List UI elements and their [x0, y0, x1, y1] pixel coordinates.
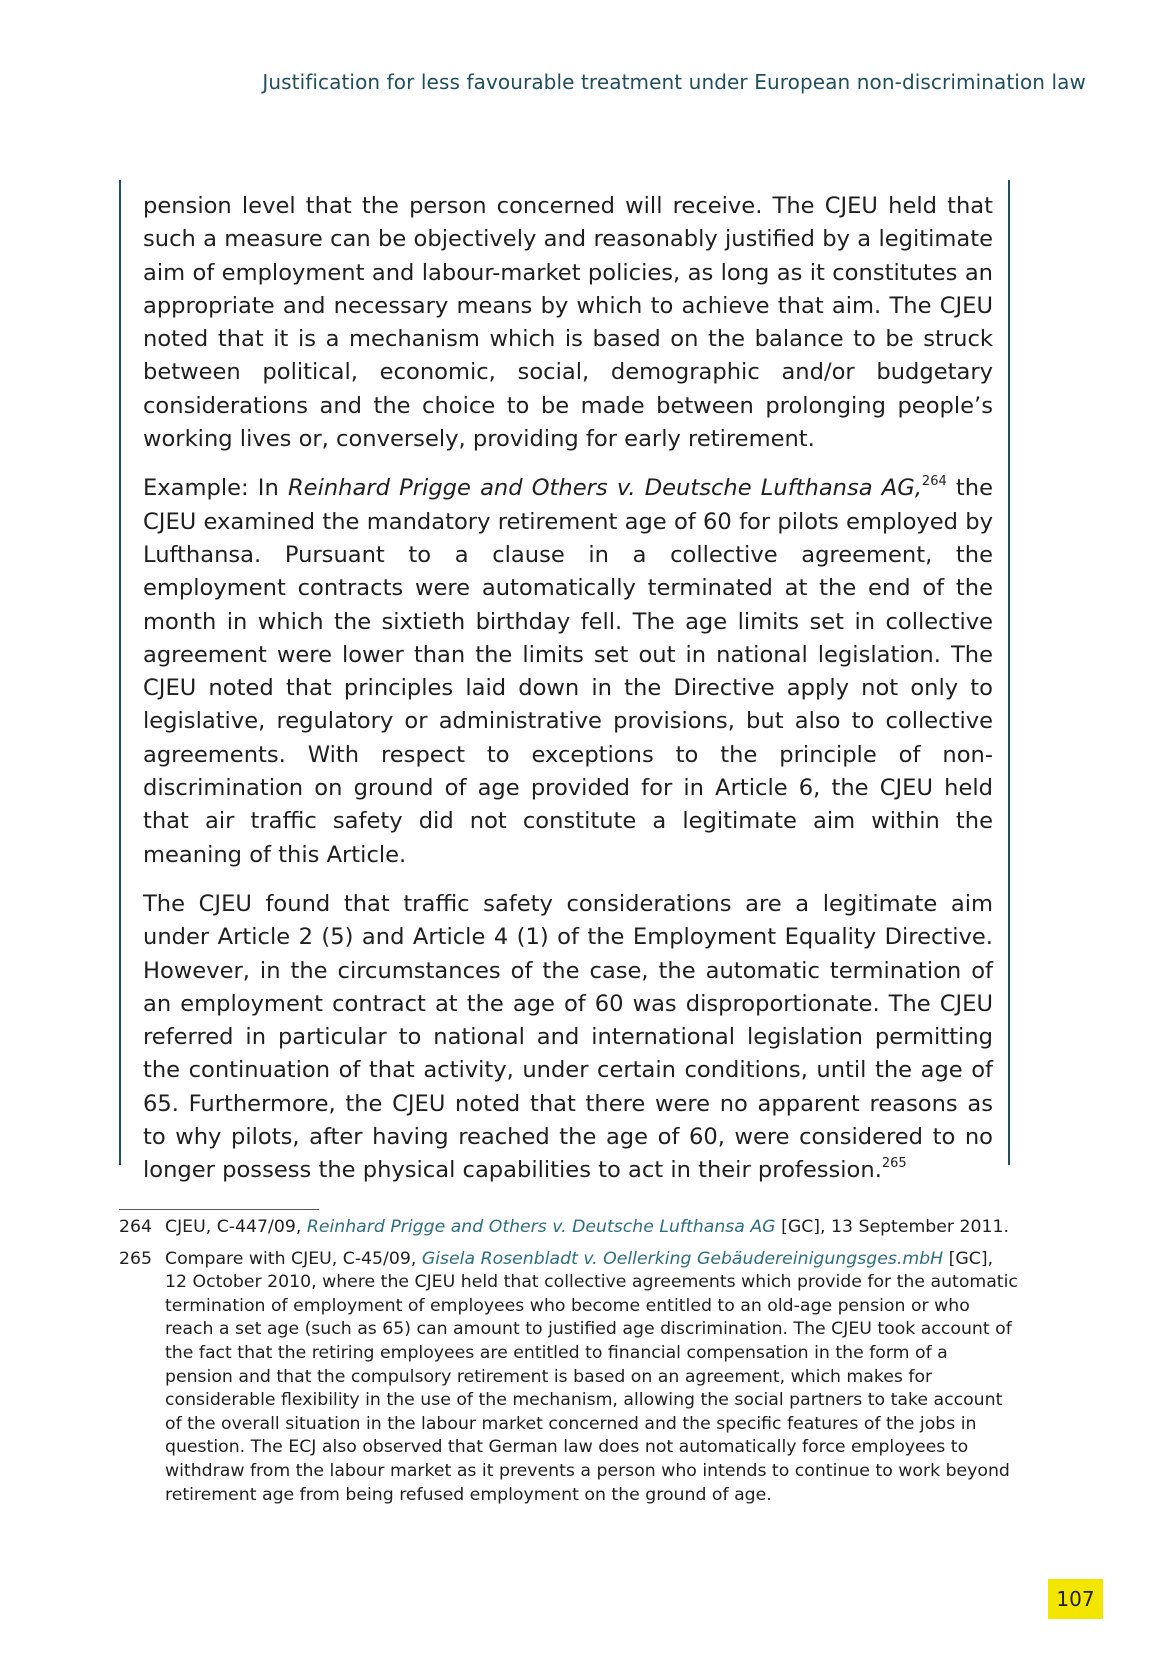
footnote-text [165, 1248, 1019, 1508]
footnotes [119, 1216, 1019, 1515]
footnote-265 [119, 1248, 1019, 1508]
footnote-suffix: [GC], 13 September 2011. [775, 1217, 1009, 1237]
finding-text: The CJEU found that traffic safety considerations are a legitimate aim under Article 2 (5) and Article 4 (1) of the Employment Equality Directive. However, in the circumstances of the case, the automatic termination of an employment contract at the age of 60 was disproportionate. The CJEU referred in particular to national and international legislation permitting the continuation of that activity, under certain conditions, until the age of 65. Furthermore, the CJEU noted that there were no apparent reasons as to why pilots, after having reached the age of 60, were considered to no longer possess the physical capabilities to act in their profession. [143, 890, 993, 1184]
box-paragraph-3 [143, 888, 993, 1188]
footnote-suffix: [GC], 12 October 2010, where the CJEU held that collective agreements which provide for the automatic termination of employment of employees who become entitled to an old-age pension or who reach a set age (such as 65) can amount to justified age discrimination. The CJEU took account of the fact that the retiring employees are entitled to financial compensation in the form of a pension and that the compulsory retirement is based on an agreement, which makes for considerable flexibility in the use of the mechanism, allowing the social partners to take account of the overall situation in the labour market concerned and the specific features of the jobs in question. The ECJ also observed that German law does not automatically force employees to withdraw from the labour market as it prevents a person who intends to continue to work beyond retirement age from being refused employment on the ground of age. [165, 1248, 1018, 1505]
footnote-prefix: CJEU, C-447/09, [165, 1217, 307, 1237]
footnote-264 [119, 1216, 1019, 1240]
example-lead: Example: In [143, 475, 288, 502]
footnote-ref-265[interactable]: 265 [881, 1155, 907, 1171]
box-paragraph-2 [143, 472, 993, 872]
footnote-number: 265 [119, 1248, 152, 1269]
case-name: Reinhard Prigge and Others v. Deutsche Lufthansa AG, [287, 475, 922, 502]
box-content [143, 190, 993, 1204]
footnote-number: 264 [119, 1217, 152, 1237]
case-link[interactable]: Gisela Rosenbladt v. Oellerking Gebäudereinigungsges.mbH [421, 1248, 944, 1269]
footnote-separator [119, 1209, 319, 1210]
page-number: 107 [1048, 1579, 1103, 1619]
case-link[interactable]: Reinhard Prigge and Others v. Deutsche Lufthansa AG [306, 1217, 776, 1237]
footnote-prefix: Compare with CJEU, C-45/09, [165, 1248, 422, 1269]
running-header: Justification for less favourable treatment under European non-discrimination law [262, 70, 1086, 94]
footnote-ref-264[interactable]: 264 [921, 473, 947, 489]
example-box [119, 180, 1010, 1184]
footnote-text [165, 1216, 1019, 1240]
example-text: the CJEU examined the mandatory retirement age of 60 for pilots employed by Lufthansa. Pursuant to a clause in a collective agreement, the employment contracts were automatically terminated at the end of the month in which the sixtieth birthday fell. The age limits set in collective agreement were lower than the limits set out in national legislation. The CJEU noted that principles laid down in the Directive apply not only to legislative, regulatory or administrative provisions, but also to collective agreements. With respect to exceptions to the principle of non-discrimination on ground of age provided for in Article 6, the CJEU held that air traffic safety did not constitute a legitimate aim within the meaning of this Article. [143, 475, 993, 868]
box-paragraph-1: pension level that the person concerned will receive. The CJEU held that such a measure can be objectively and reasonably justified by a legitimate aim of employment and labour-market policies, as long as it constitutes an appropriate and necessary means by which to achieve that aim. The CJEU noted that it is a mechanism which is based on the balance to be struck between political, economic, social, demographic and/or budgetary considerations and the choice to be made between prolonging people’s working lives or, conversely, providing for early retirement. [143, 193, 993, 453]
